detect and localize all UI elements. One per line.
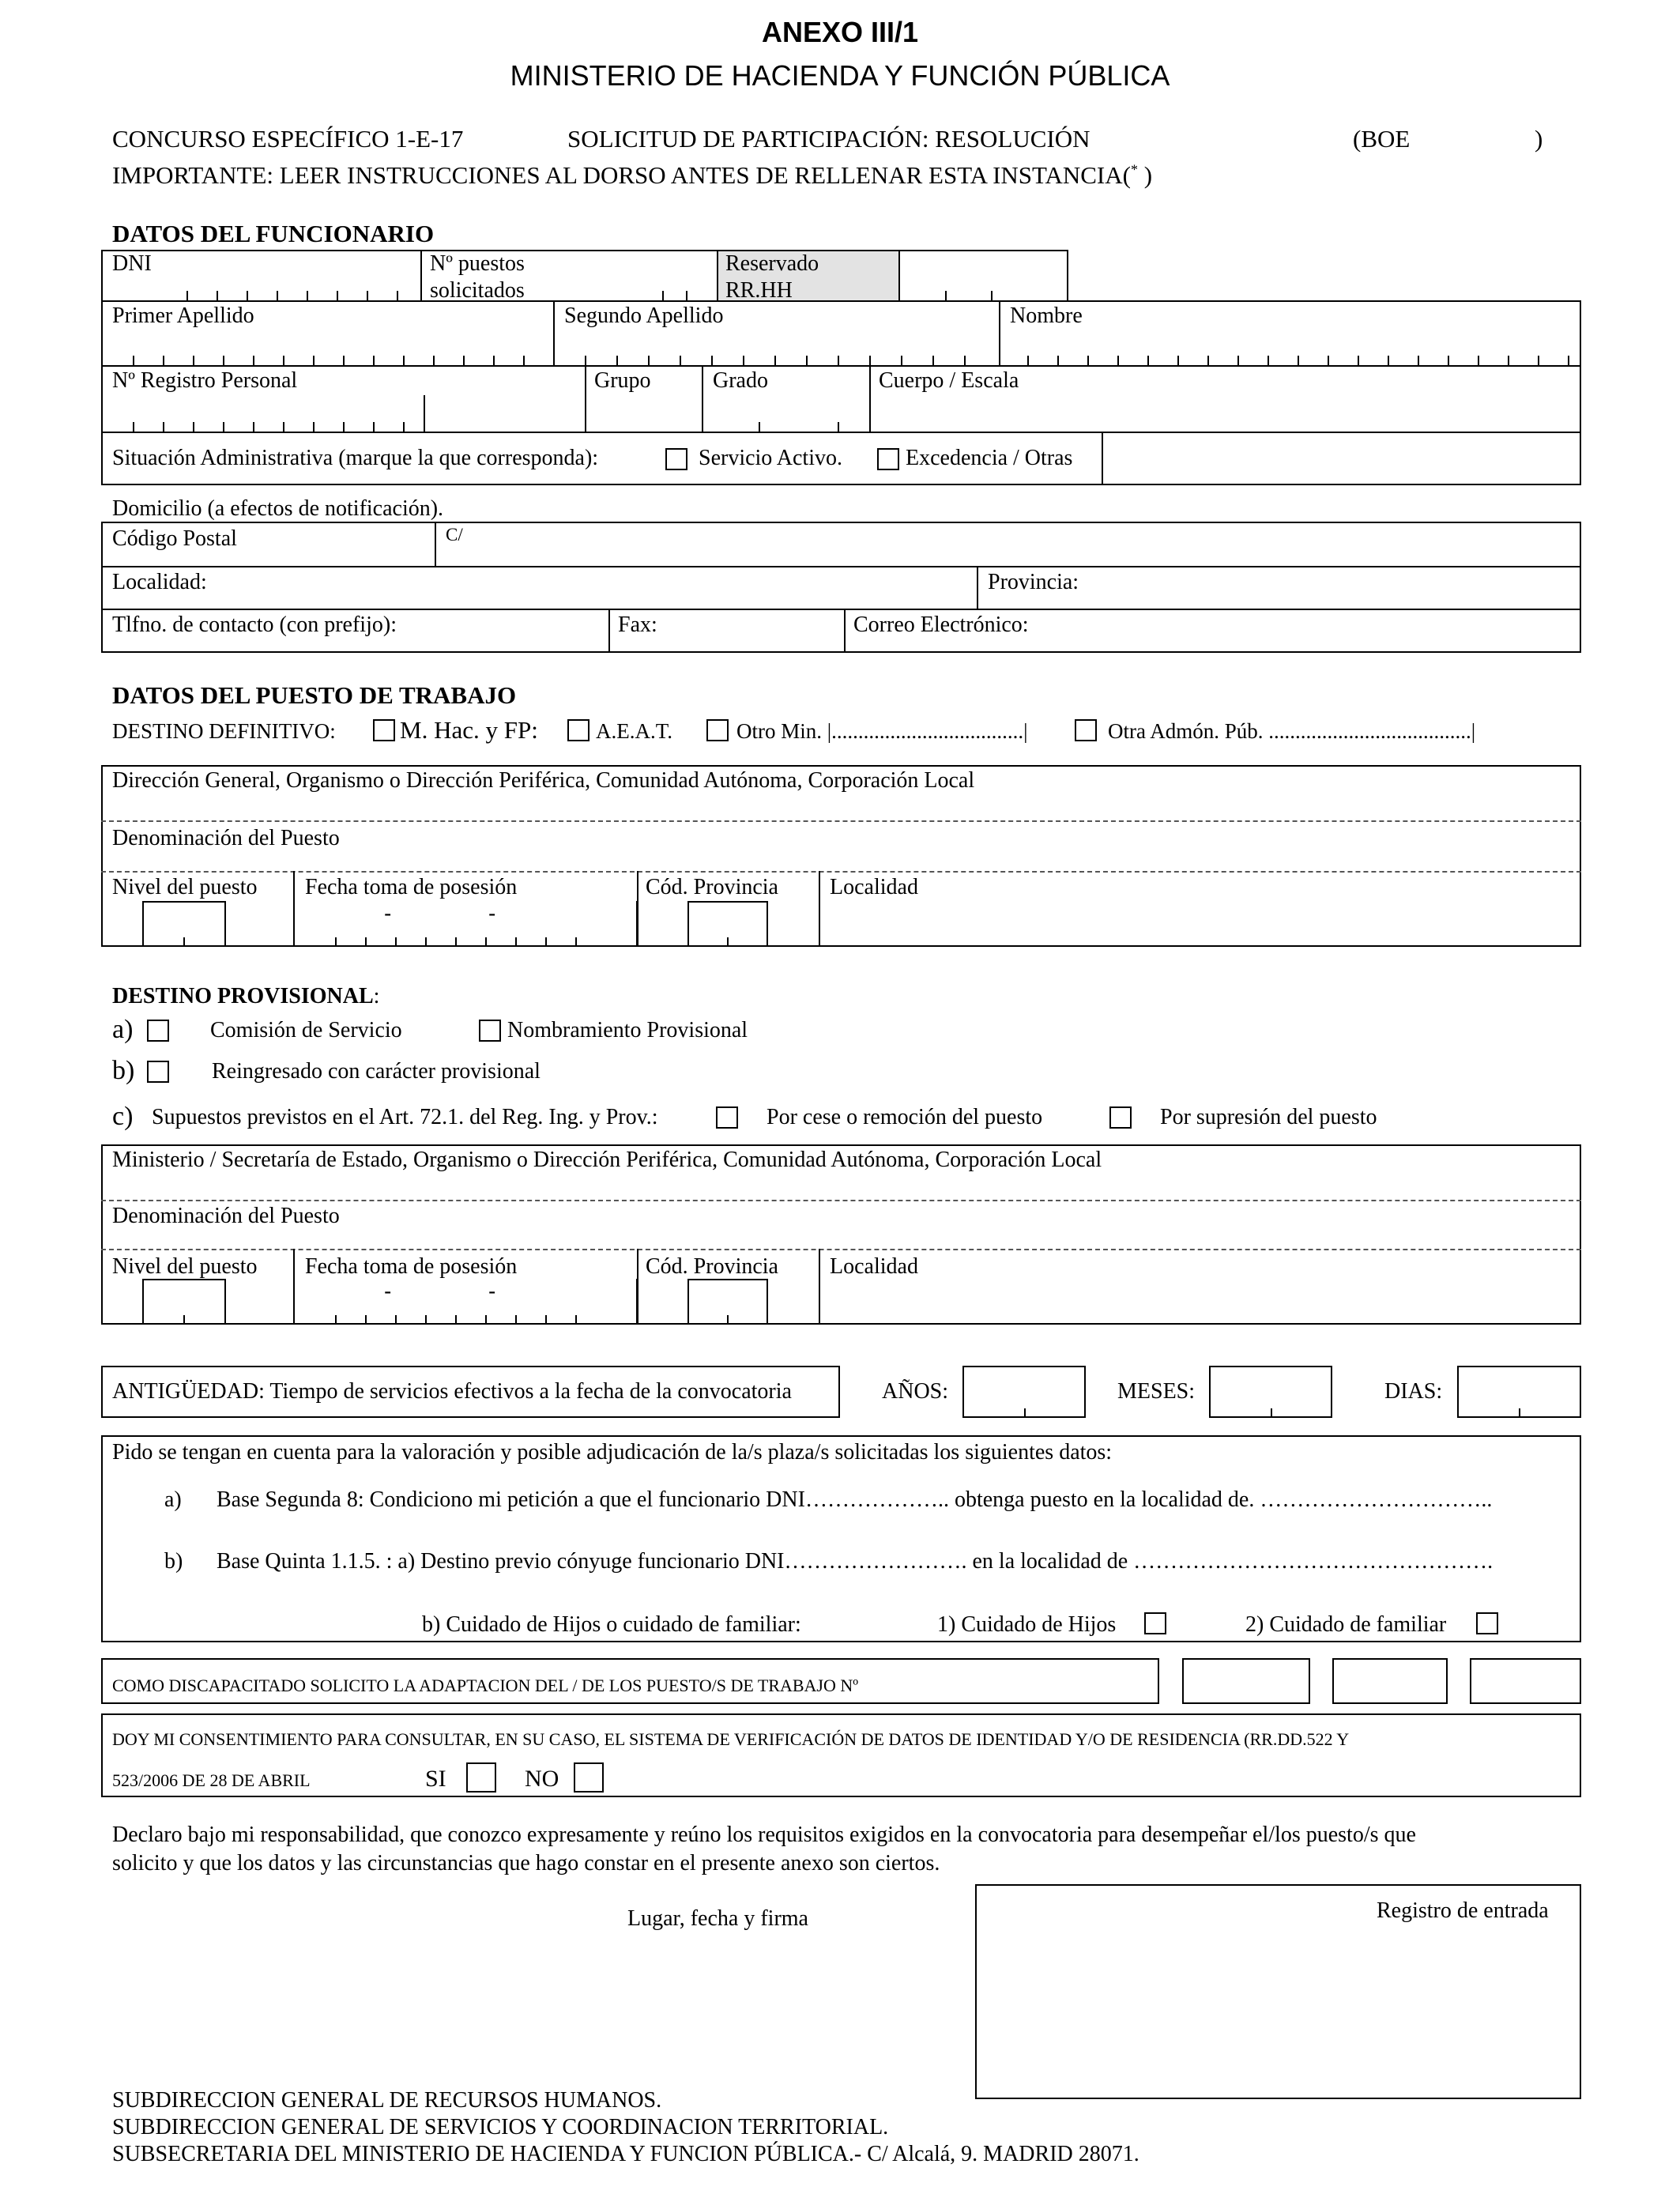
localidad-puesto-label: Localidad [830, 875, 918, 899]
tick-mark [616, 356, 618, 365]
tick-mark [838, 422, 839, 432]
tick-mark [523, 356, 525, 365]
tick-mark [1388, 356, 1389, 365]
telefono-input[interactable] [427, 610, 607, 651]
tick-mark [193, 356, 194, 365]
consentimiento-si-checkbox[interactable] [466, 1762, 496, 1793]
tick-mark [1177, 356, 1179, 365]
nombre-label: Nombre [1010, 303, 1083, 328]
puestos-label-2: solicitados [430, 278, 525, 303]
codigo-postal-label: Código Postal [112, 526, 237, 551]
tick-mark [163, 356, 164, 365]
valoracion-b-label: b) [164, 1549, 183, 1574]
cuidado-familiar-checkbox[interactable] [1476, 1612, 1498, 1634]
tick-mark [455, 1315, 457, 1325]
tick-mark [1147, 356, 1149, 365]
reservado-extra-input[interactable] [900, 251, 1067, 300]
tick-mark [247, 291, 248, 300]
tick-mark [869, 356, 871, 365]
tick-mark [662, 291, 664, 300]
tick-mark [1448, 356, 1449, 365]
nombramiento-checkbox[interactable] [479, 1020, 501, 1042]
tick-mark [838, 356, 839, 365]
tick-mark [425, 1315, 427, 1325]
tick-mark [515, 1315, 517, 1325]
anos-label: AÑOS: [882, 1379, 949, 1404]
footer-line2: SUBDIRECCION GENERAL DE SERVICIOS Y COORDINACION TERRITORIAL. [112, 2115, 889, 2139]
tick-mark [425, 937, 427, 947]
valoracion-intro: Pido se tengan en cuenta para la valoración y posible adjudicación de la/s plaza/s solicitadas los siguientes datos: [112, 1440, 1113, 1465]
tick-mark [932, 356, 934, 365]
tick-mark [365, 1315, 367, 1325]
puestos-input[interactable] [422, 277, 716, 300]
tick-mark [283, 356, 284, 365]
option-c-label: c) [112, 1102, 134, 1131]
tick-mark [727, 937, 729, 947]
fecha-toma-label: Fecha toma de posesión [305, 875, 518, 899]
reservado-label-2: RR.HH [725, 278, 793, 303]
tick-mark [1508, 356, 1509, 365]
tick-mark [1418, 356, 1419, 365]
tick-mark [759, 422, 760, 432]
reingresado-label: Reingresado con carácter provisional [212, 1059, 541, 1084]
localidad-input[interactable] [237, 567, 975, 609]
consentimiento-block [101, 1713, 1581, 1797]
tick-mark [403, 356, 405, 365]
tick-mark [455, 937, 457, 947]
primer-apellido-input[interactable] [103, 332, 552, 365]
destino-provisional-label: DESTINO PROVISIONAL [112, 984, 374, 1008]
grado-label: Grado [713, 368, 768, 393]
tick-mark [964, 356, 966, 365]
fecha-provisional-dash-2: - [488, 1279, 496, 1303]
tick-mark [395, 1315, 397, 1325]
footer-line3: SUBSECRETARIA DEL MINISTERIO DE HACIENDA Y FUNCION PÚBLICA.- C/ Alcalá, 9. MADRID 28071. [112, 2142, 1139, 2166]
primer-apellido-label: Primer Apellido [112, 303, 254, 328]
registro-entrada-label: Registro de entrada [1377, 1898, 1549, 1923]
tick-mark [365, 937, 367, 947]
tick-mark [1298, 356, 1299, 365]
tick-mark [1519, 1408, 1520, 1418]
destino-provisional-title [112, 984, 379, 1009]
fax-input[interactable] [672, 610, 842, 651]
codigo-postal-input[interactable] [103, 523, 433, 566]
otra-admon-checkbox[interactable] [1075, 719, 1097, 741]
tick-mark [1538, 356, 1539, 365]
tick-mark [1328, 356, 1329, 365]
tick-mark [680, 356, 681, 365]
otro-min-checkbox[interactable] [706, 719, 729, 741]
tick-mark [403, 422, 405, 432]
tick-mark [493, 356, 495, 365]
valoracion-b-text: Base Quinta 1.1.5. : a) Destino previo cónyuge funcionario DNI……………………. en la localidad de …………………………………………. [217, 1549, 1494, 1574]
tick-mark [133, 356, 134, 365]
fecha-toma-provisional-label: Fecha toma de posesión [305, 1254, 518, 1279]
cuerpo-input[interactable] [871, 395, 1580, 432]
tick-mark [774, 356, 776, 365]
tick-mark [485, 1315, 487, 1325]
comision-label: Comisión de Servicio [210, 1018, 402, 1042]
request-label: SOLICITUD DE PARTICIPACIÓN: RESOLUCIÓN [567, 125, 1090, 153]
boe-open: (BOE [1353, 125, 1411, 153]
grupo-input[interactable] [586, 395, 700, 432]
tick-mark [727, 1315, 729, 1325]
tick-mark [806, 356, 808, 365]
tick-mark [433, 356, 435, 365]
otro-min-label: Otro Min. |....................................| [736, 719, 1028, 743]
aeat-label: A.E.A.T. [596, 719, 672, 743]
meses-label: MESES: [1117, 1379, 1196, 1404]
cuidado-hijos-checkbox[interactable] [1144, 1612, 1166, 1634]
tick-mark [545, 937, 547, 947]
tick-mark [575, 1315, 577, 1325]
fax-label: Fax: [618, 613, 657, 637]
fecha-dash-1: - [384, 901, 392, 925]
tick-mark [395, 937, 397, 947]
direccion-general-label: Dirección General, Organismo o Dirección Periférica, Comunidad Autónoma, Corporación Local [112, 768, 975, 793]
consentimiento-si-label: SI [425, 1766, 446, 1792]
excedencia-label: Excedencia / Otras [906, 446, 1073, 470]
consentimiento-line1: DOY MI CONSENTIMIENTO PARA CONSULTAR, EN SU CASO, EL SISTEMA DE VERIFICACIÓN DE DATOS DE IDENTIDAD Y/O DE RESIDENCIA (RR.DD.522 Y [112, 1729, 1350, 1749]
denominacion-provisional-label: Denominación del Puesto [112, 1204, 340, 1228]
provincia-label: Provincia: [988, 570, 1079, 594]
tick-mark [223, 422, 224, 432]
important-close: ) [1137, 161, 1153, 189]
cod-provincia-label: Cód. Provincia [646, 875, 778, 899]
contest-code: CONCURSO ESPECÍFICO 1-E-17 [112, 125, 464, 153]
m-hac-label: M. Hac. y FP: [400, 716, 538, 744]
tick-mark [575, 937, 577, 947]
important-note [112, 161, 1152, 190]
tick-mark [313, 422, 315, 432]
correo-label: Correo Electrónico: [853, 613, 1029, 637]
calle-label: C/ [446, 525, 463, 545]
tick-mark [313, 356, 315, 365]
localidad-provisional-input[interactable] [820, 1279, 1580, 1323]
valoracion-block [101, 1435, 1581, 1642]
tick-mark [186, 291, 188, 300]
supuestos-label: Supuestos previstos en el Art. 72.1. del Reg. Ing. y Prov.: [152, 1105, 658, 1129]
consentimiento-no-label: NO [525, 1766, 559, 1792]
option-a-label: a) [112, 1015, 134, 1044]
destino-provisional-colon: : [373, 984, 380, 1008]
tick-mark [515, 937, 517, 947]
valoracion-a-label: a) [164, 1487, 182, 1512]
tick-mark [711, 356, 713, 365]
tick-mark [335, 937, 337, 947]
correo-input[interactable] [1051, 610, 1580, 651]
comision-checkbox[interactable] [147, 1020, 169, 1042]
tick-mark [373, 422, 375, 432]
discapacitado-puesto-3[interactable] [1470, 1658, 1581, 1704]
tick-mark [1268, 356, 1269, 365]
discapacitado-puesto-1[interactable] [1182, 1658, 1310, 1704]
annex-title: ANEXO III/1 [761, 16, 919, 48]
tick-mark [367, 291, 368, 300]
cuerpo-label: Cuerpo / Escala [879, 368, 1019, 393]
tick-mark [253, 356, 254, 365]
localidad-puesto-input[interactable] [820, 901, 1580, 945]
denominacion-label: Denominación del Puesto [112, 826, 340, 850]
tick-mark [545, 1315, 547, 1325]
localidad-provisional-label: Localidad [830, 1254, 918, 1279]
dni-label: DNI [112, 251, 152, 276]
tick-mark [1087, 356, 1089, 365]
tick-mark [1117, 356, 1119, 365]
tick-mark [277, 291, 278, 300]
grado-input[interactable] [703, 395, 868, 432]
registro-label: Nº Registro Personal [112, 368, 298, 393]
localidad-label: Localidad: [112, 570, 207, 594]
tick-mark [1027, 356, 1029, 365]
m-hac-checkbox[interactable] [373, 719, 395, 741]
tick-mark [397, 291, 398, 300]
situacion-label: Situación Administrativa (marque la que corresponda): [112, 446, 599, 470]
servicio-activo-checkbox[interactable] [665, 448, 687, 470]
declaracion-line2: solicito y que los datos y las circunstancias que hago constar en el presente anexo son ciertos. [112, 1851, 940, 1875]
calle-input[interactable] [436, 523, 1580, 566]
section-puesto-title: DATOS DEL PUESTO DE TRABAJO [112, 681, 517, 709]
tick-mark [283, 422, 284, 432]
fecha-toma-provisional-input[interactable] [293, 1279, 638, 1325]
cese-checkbox[interactable] [716, 1106, 738, 1129]
excedencia-checkbox[interactable] [877, 448, 899, 470]
tick-mark [373, 356, 375, 365]
option-b-label: b) [112, 1056, 135, 1085]
boe-close: ) [1535, 125, 1543, 153]
aeat-checkbox[interactable] [567, 719, 590, 741]
tick-mark [463, 356, 465, 365]
tick-mark [133, 422, 134, 432]
fecha-toma-input[interactable] [293, 901, 638, 947]
tick-mark [223, 356, 224, 365]
cod-provincia-provisional-label: Cód. Provincia [646, 1254, 778, 1279]
tick-mark [686, 291, 687, 300]
servicio-activo-label: Servicio Activo. [699, 446, 842, 470]
tick-mark [901, 356, 902, 365]
ministry-title: MINISTERIO DE HACIENDA Y FUNCIÓN PÚBLICA [510, 59, 1170, 92]
tick-mark [335, 1315, 337, 1325]
fecha-dash-2: - [488, 901, 496, 925]
valoracion-a-text: Base Segunda 8: Condiciono mi petición a que el funcionario DNI……………….. obtenga puesto en la localidad de. ………………………….. [217, 1487, 1493, 1512]
dni-input[interactable] [103, 277, 419, 300]
tick-mark [1271, 1408, 1272, 1418]
segundo-apellido-input[interactable] [555, 332, 997, 365]
tick-mark [743, 356, 744, 365]
tick-mark [163, 422, 164, 432]
destino-definitivo-label: DESTINO DEFINITIVO: [112, 719, 336, 743]
discapacitado-puesto-2[interactable] [1332, 1658, 1448, 1704]
antiguedad-label: ANTIGÜEDAD: Tiempo de servicios efectivos a la fecha de la convocatoria [112, 1379, 792, 1404]
tick-mark [343, 356, 345, 365]
reingresado-checkbox[interactable] [147, 1061, 169, 1083]
footer-line1: SUBDIRECCION GENERAL DE RECURSOS HUMANOS. [112, 2088, 662, 2113]
supresion-checkbox[interactable] [1109, 1106, 1132, 1129]
tick-mark [193, 422, 194, 432]
telefono-label: Tlfno. de contacto (con prefijo): [112, 613, 397, 637]
tick-mark [307, 291, 308, 300]
cuidado-hijos-label: 1) Cuidado de Hijos [937, 1612, 1117, 1637]
reservado-label-1: Reservado [725, 251, 819, 276]
segundo-apellido-label: Segundo Apellido [564, 303, 724, 328]
tick-mark [253, 422, 254, 432]
nivel-label: Nivel del puesto [112, 875, 258, 899]
grupo-label: Grupo [594, 368, 651, 393]
tick-mark [1568, 356, 1569, 365]
cuidado-familiar-label: 2) Cuidado de familiar [1245, 1612, 1447, 1637]
tick-mark [1358, 356, 1359, 365]
tick-mark [1237, 356, 1239, 365]
tick-mark [183, 1315, 185, 1325]
cuidado-label: b) Cuidado de Hijos o cuidado de familiar: [422, 1612, 801, 1637]
section-funcionario-title: DATOS DEL FUNCIONARIO [112, 220, 435, 247]
tick-mark [183, 937, 185, 947]
tick-mark [1024, 1408, 1026, 1418]
dias-label: DIAS: [1384, 1379, 1443, 1404]
tick-mark [1057, 356, 1059, 365]
nombramiento-label: Nombramiento Provisional [507, 1018, 748, 1042]
tick-mark [485, 937, 487, 947]
discapacitado-label: COMO DISCAPACITADO SOLICITO LA ADAPTACION DEL / DE LOS PUESTO/S DE TRABAJO Nº [112, 1676, 859, 1695]
excedencia-otras-input[interactable] [1103, 433, 1580, 484]
important-star: * [1130, 161, 1138, 178]
lugar-fecha-firma-label: Lugar, fecha y firma [627, 1906, 808, 1931]
tick-mark [991, 291, 993, 300]
fecha-provisional-dash-1: - [384, 1279, 392, 1303]
puestos-label-1: Nº puestos [430, 251, 525, 276]
tick-mark [1478, 356, 1479, 365]
consentimiento-line2: 523/2006 DE 28 DE ABRIL [112, 1770, 311, 1790]
declaracion-line1: Declaro bajo mi responsabilidad, que conozco expresamente y reúno los requisitos exigidos en la convocatoria para desempeñar el/los puesto/s que [112, 1823, 1416, 1847]
domicilio-label: Domicilio (a efectos de notificación). [112, 496, 444, 521]
consentimiento-no-checkbox[interactable] [574, 1762, 604, 1793]
tick-mark [1207, 356, 1209, 365]
ministerio-label: Ministerio / Secretaría de Estado, Organismo o Dirección Periférica, Comunidad Autónoma, Corporación Local [112, 1148, 1102, 1172]
provincia-input[interactable] [1098, 567, 1580, 609]
supresion-label: Por supresión del puesto [1160, 1105, 1377, 1129]
tick-mark [337, 291, 338, 300]
tick-mark [343, 422, 345, 432]
tick-mark [945, 291, 947, 300]
otra-admon-label: Otra Admón. Púb. ......................................| [1108, 719, 1476, 743]
tick-mark [585, 356, 586, 365]
important-text: IMPORTANTE: LEER INSTRUCCIONES AL DORSO ANTES DE RELLENAR ESTA INSTANCIA( [112, 161, 1131, 189]
tick-mark [217, 291, 218, 300]
nivel-provisional-label: Nivel del puesto [112, 1254, 258, 1279]
cese-label: Por cese o remoción del puesto [767, 1105, 1043, 1129]
tick-mark [648, 356, 650, 365]
